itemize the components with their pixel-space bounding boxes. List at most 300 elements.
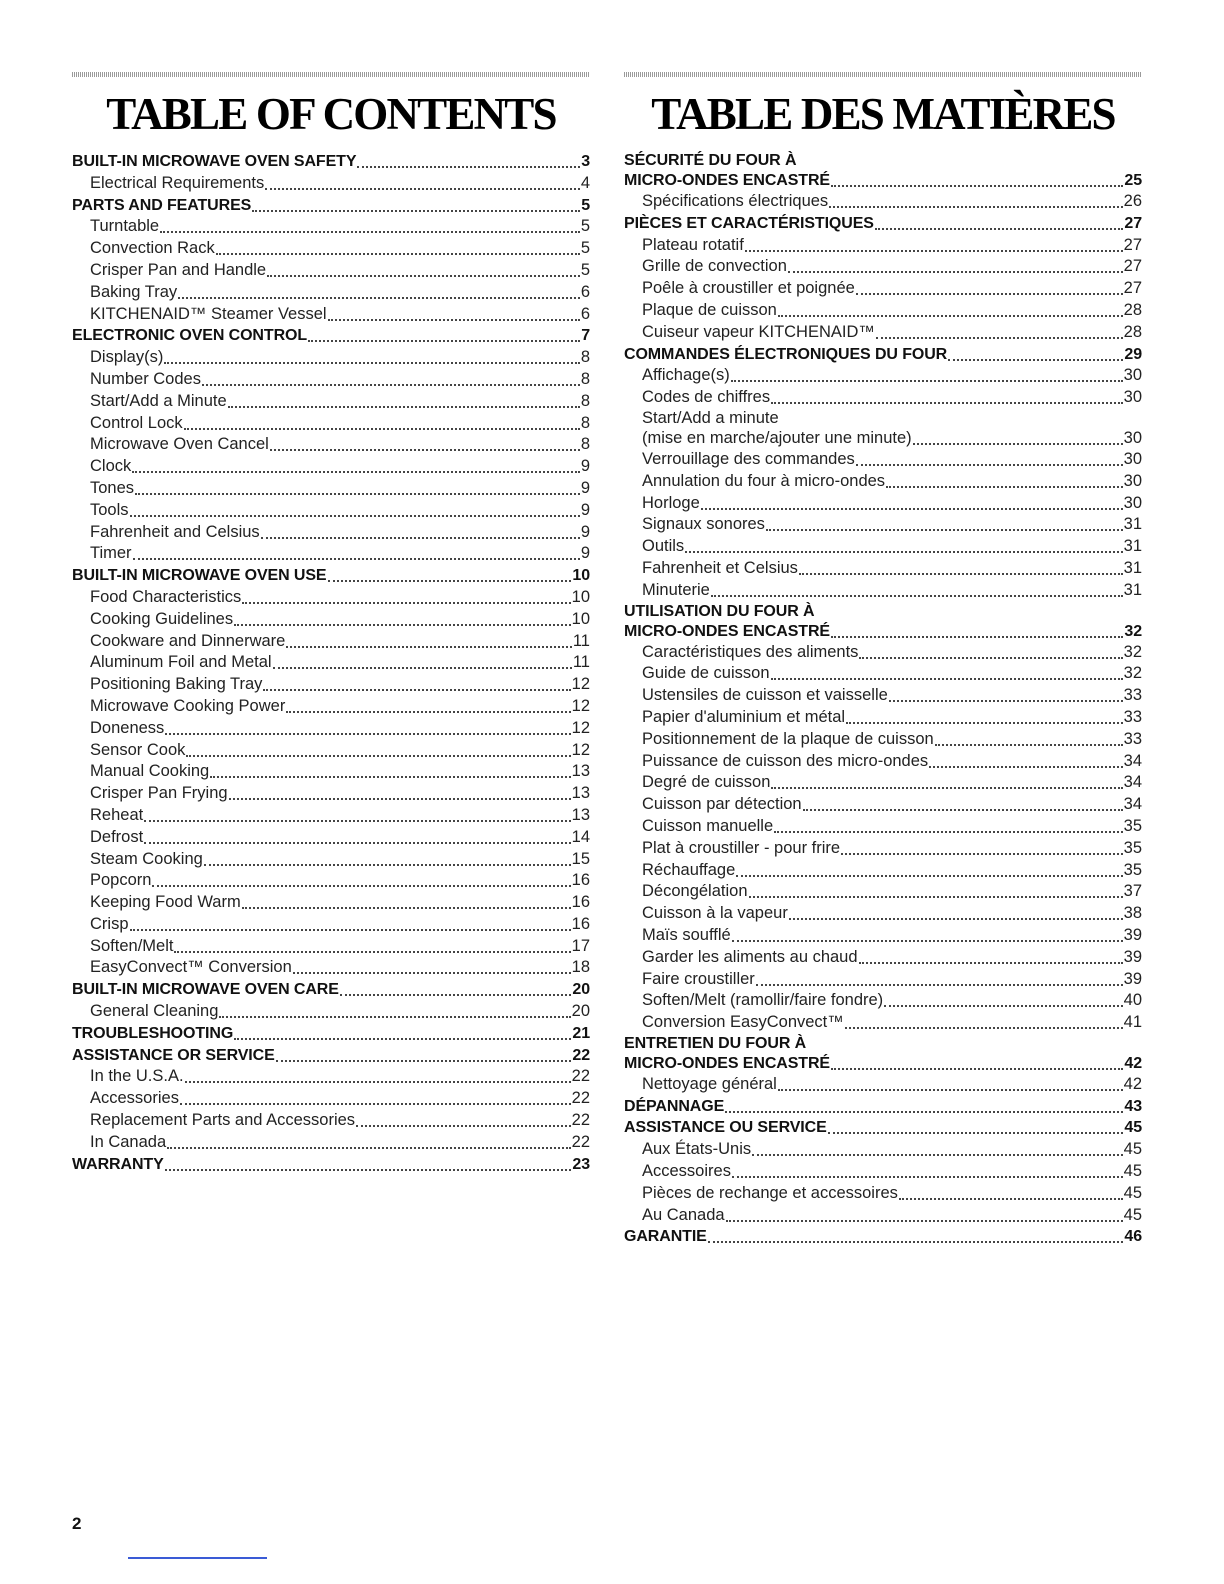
toc-entry-label: Nettoyage général	[642, 1074, 777, 1093]
toc-page-number: 29	[1124, 345, 1142, 363]
toc-subsection-entry[interactable]	[624, 191, 1142, 213]
toc-subsection-entry[interactable]	[624, 729, 1142, 751]
dot-leader	[261, 523, 580, 539]
dot-leader	[884, 991, 1122, 1007]
toc-page-number: 8	[580, 435, 590, 454]
toc-subsection-entry[interactable]	[72, 391, 590, 413]
toc-subsection-entry[interactable]	[624, 925, 1142, 947]
toc-page-number: 22	[571, 1132, 590, 1151]
dot-leader	[202, 370, 580, 386]
toc-entry-label: Sensor Cook	[90, 740, 186, 759]
toc-section-entry[interactable]	[624, 151, 1142, 191]
dot-leader	[267, 261, 580, 277]
toc-entry-label: Garder les aliments au chaud	[642, 947, 858, 966]
dot-leader	[356, 1111, 571, 1127]
toc-page-number: 5	[580, 260, 590, 279]
toc-page-number: 8	[580, 391, 590, 410]
dot-leader	[929, 752, 1122, 768]
toc-page-number: 45	[1124, 1119, 1142, 1137]
toc-subsection-entry[interactable]	[72, 587, 590, 609]
dot-leader	[328, 566, 572, 582]
dot-leader	[242, 588, 570, 604]
toc-subsection-entry[interactable]	[624, 685, 1142, 707]
toc-subsection-entry[interactable]	[72, 478, 590, 500]
toc-subsection-entry[interactable]	[72, 827, 590, 849]
toc-page-number: 12	[571, 675, 590, 694]
toc-entry-label: Conversion EasyConvect™	[642, 1013, 844, 1032]
toc-page-number: 9	[580, 522, 590, 541]
toc-page-number: 6	[580, 282, 590, 301]
dot-leader	[899, 1184, 1123, 1200]
toc-section-entry[interactable]	[72, 151, 590, 173]
toc-subsection-entry[interactable]	[624, 794, 1142, 816]
toc-subsection-entry[interactable]	[72, 870, 590, 892]
dot-leader	[752, 1140, 1123, 1156]
toc-page-number: 25	[1124, 172, 1142, 189]
toc-page-number: 5	[581, 196, 590, 214]
toc-subsection-entry[interactable]	[72, 849, 590, 871]
dot-leader	[799, 559, 1123, 575]
header-rule	[72, 72, 590, 77]
toc-page-number: 22	[571, 1067, 590, 1086]
toc-subsection-entry[interactable]	[624, 1012, 1142, 1034]
toc-entry-label: Décongélation	[642, 882, 748, 901]
dot-leader	[144, 806, 570, 822]
toc-entry-label: Replacement Parts and Accessories	[90, 1111, 356, 1130]
toc-subsection-entry[interactable]	[624, 947, 1142, 969]
toc-entry-label: Doneness	[90, 718, 165, 737]
toc-page-number: 39	[1123, 925, 1142, 944]
dot-leader	[789, 904, 1123, 920]
toc-entry-label: Cooking Guidelines	[90, 609, 234, 628]
dot-leader	[731, 366, 1123, 382]
dot-leader	[340, 980, 572, 996]
toc-subsection-entry[interactable]	[72, 609, 590, 631]
dot-leader	[135, 479, 580, 495]
toc-page-number: 11	[572, 653, 590, 672]
toc-entry-label: Cuisson par détection	[642, 795, 802, 814]
toc-entry-label: Steam Cooking	[90, 849, 203, 868]
toc-page-number: 32	[1123, 642, 1142, 661]
toc-entry-label: Defrost	[90, 827, 144, 846]
toc-page-number: 41	[1123, 1013, 1142, 1032]
toc-entry-label: BUILT-IN MICROWAVE OVEN SAFETY	[72, 153, 357, 170]
toc-subsection-entry[interactable]	[624, 772, 1142, 794]
toc-entry-label: Accessoires	[642, 1162, 731, 1181]
toc-page-number: 45	[1123, 1183, 1142, 1202]
toc-entry-label: WARRANTY	[72, 1155, 164, 1173]
toc-subsection-entry[interactable]	[72, 783, 590, 805]
toc-subsection-entry[interactable]	[72, 718, 590, 740]
toc-entry-label: Maïs soufflé	[642, 925, 731, 944]
toc-entry-label: DÉPANNAGE	[624, 1097, 725, 1115]
toc-entry-label: Baking Tray	[90, 282, 178, 301]
toc-subsection-entry[interactable]	[72, 696, 590, 718]
dot-leader	[210, 762, 570, 778]
toc-subsection-entry[interactable]	[624, 409, 1142, 449]
dot-leader	[708, 1227, 1124, 1243]
toc-subsection-entry[interactable]	[72, 522, 590, 544]
toc-page-number: 33	[1123, 686, 1142, 705]
header-rule	[624, 72, 1142, 77]
toc-entry-label: Spécifications électriques	[642, 192, 829, 210]
toc-page-number: 10	[572, 567, 590, 585]
toc-entry-label: In the U.S.A.	[90, 1067, 184, 1086]
dot-leader	[174, 937, 570, 953]
toc-page-number: 5	[580, 217, 590, 236]
toc-subsection-entry[interactable]	[72, 892, 590, 914]
toc-entry-label: Tools	[90, 500, 129, 519]
dot-leader	[859, 948, 1123, 964]
toc-entry-label: Cuiseur vapeur KITCHENAID™	[642, 322, 875, 341]
toc-entry-label: Timer	[90, 544, 132, 563]
toc-subsection-entry[interactable]	[624, 969, 1142, 991]
dot-leader	[184, 414, 580, 430]
toc-subsection-entry[interactable]	[624, 707, 1142, 729]
dot-leader	[180, 1089, 571, 1105]
toc-entry-label: Crisper Pan Frying	[90, 784, 228, 803]
toc-subsection-entry[interactable]	[72, 761, 590, 783]
toc-subsection-entry[interactable]	[624, 1161, 1142, 1183]
dot-leader	[286, 697, 570, 713]
toc-section-entry[interactable]	[624, 1034, 1142, 1074]
toc-subsection-entry[interactable]	[624, 838, 1142, 860]
toc-subsection-entry[interactable]	[624, 493, 1142, 515]
toc-subsection-entry[interactable]	[72, 369, 590, 391]
dot-leader	[841, 839, 1123, 855]
toc-entry-label: Display(s)	[90, 348, 164, 367]
toc-entry-label: Electrical Requirements	[90, 173, 265, 192]
toc-page-number: 6	[580, 304, 590, 323]
toc-subsection-entry[interactable]	[72, 456, 590, 478]
toc-page-number: 35	[1123, 838, 1142, 857]
dot-leader	[186, 741, 570, 757]
toc-entry-label-line1: ENTRETIEN DU FOUR À	[624, 1034, 807, 1052]
dot-leader	[788, 257, 1123, 273]
toc-subsection-entry[interactable]	[72, 652, 590, 674]
toc-subsection-entry[interactable]	[624, 558, 1142, 580]
toc-subsection-entry[interactable]	[72, 260, 590, 282]
toc-page-number: 18	[571, 958, 590, 977]
toc-section-entry[interactable]	[624, 213, 1142, 235]
toc-subsection-entry[interactable]	[72, 413, 590, 435]
dot-leader	[219, 1002, 570, 1018]
toc-subsection-entry[interactable]	[624, 256, 1142, 278]
toc-entry-label: Puissance de cuisson des micro-ondes	[642, 751, 929, 770]
toc-page-number: 30	[1123, 428, 1142, 447]
toc-page-number: 35	[1123, 860, 1142, 879]
dot-leader	[265, 174, 580, 190]
toc-page-number: 32	[1124, 622, 1142, 640]
toc-page-number: 20	[571, 1002, 590, 1021]
toc-entry-label: Caractéristiques des aliments	[642, 642, 859, 661]
dot-leader	[160, 217, 580, 233]
toc-page-number: 3	[581, 153, 590, 170]
toc-list	[72, 151, 590, 1175]
toc-subsection-entry[interactable]	[624, 642, 1142, 664]
dot-leader	[204, 850, 571, 866]
dot-leader	[845, 1013, 1123, 1029]
toc-subsection-entry[interactable]	[624, 235, 1142, 257]
toc-entry-label: Ustensiles de cuisson et vaisselle	[642, 686, 888, 705]
toc-entry-label: Crisper Pan and Handle	[90, 260, 267, 279]
toc-subsection-entry[interactable]	[624, 1139, 1142, 1161]
toc-page-number: 42	[1124, 1054, 1142, 1072]
toc-subsection-entry[interactable]	[72, 936, 590, 958]
toc-section-entry[interactable]	[72, 565, 590, 587]
toc-entry-label: Microwave Cooking Power	[90, 696, 286, 715]
toc-subsection-entry[interactable]	[72, 914, 590, 936]
toc-page-number: 5	[580, 239, 590, 258]
dot-leader	[270, 435, 580, 451]
toc-page-number: 45	[1123, 1140, 1142, 1159]
toc-subsection-entry[interactable]	[624, 903, 1142, 925]
toc-entry-label: Affichage(s)	[642, 366, 730, 385]
dot-leader	[685, 537, 1122, 553]
toc-section-entry[interactable]	[72, 1023, 590, 1045]
toc-page-number: 30	[1123, 471, 1142, 490]
toc-subsection-entry[interactable]	[624, 1183, 1142, 1205]
toc-entry-label-line1: UTILISATION DU FOUR À	[624, 602, 815, 620]
toc-page-number: 16	[571, 871, 590, 890]
dot-leader	[164, 348, 579, 364]
toc-page-number: 39	[1123, 947, 1142, 966]
dot-leader	[132, 457, 580, 473]
toc-entry-label: Horloge	[642, 493, 700, 512]
toc-page-number: 27	[1123, 257, 1142, 276]
toc-subsection-entry[interactable]	[72, 957, 590, 979]
toc-entry-label: Clock	[90, 457, 132, 476]
toc-page-number: 11	[572, 631, 590, 650]
toc-entry-label: TROUBLESHOOTING	[72, 1024, 234, 1042]
toc-entry-label: Annulation du four à micro-ondes	[642, 471, 886, 490]
toc-entry-label: Number Codes	[90, 369, 201, 388]
toc-entry-label: Microwave Oven Cancel	[90, 435, 269, 454]
toc-entry-label: Verrouillage des commandes	[642, 449, 855, 468]
toc-entry-label: In Canada	[90, 1132, 167, 1151]
dot-leader	[828, 1118, 1124, 1134]
toc-page-number: 45	[1123, 1162, 1142, 1181]
dot-leader	[273, 653, 572, 669]
toc-page-number: 12	[571, 740, 590, 759]
dot-leader	[856, 279, 1123, 295]
toc-entry-label: Fahrenheit et Celsius	[642, 558, 798, 577]
toc-entry-label: PARTS AND FEATURES	[72, 196, 252, 214]
dot-leader	[778, 1075, 1123, 1091]
toc-section-entry[interactable]	[72, 325, 590, 347]
toc-entry-label: Soften/Melt (ramollir/faire fondre)	[642, 991, 884, 1010]
toc-page-number: 9	[580, 544, 590, 563]
toc-section-entry[interactable]	[624, 344, 1142, 366]
toc-subsection-entry[interactable]	[72, 543, 590, 565]
toc-entry-label: Papier d'aluminium et métal	[642, 707, 846, 726]
toc-page-number: 31	[1123, 558, 1142, 577]
toc-section-entry[interactable]	[72, 1045, 590, 1067]
toc-subsection-entry[interactable]	[624, 322, 1142, 344]
toc-subsection-entry[interactable]	[72, 304, 590, 326]
toc-page-number: 31	[1123, 537, 1142, 556]
toc-entry-label: Positionnement de la plaque de cuisson	[642, 729, 934, 748]
toc-page-number: 28	[1123, 300, 1142, 319]
toc-subsection-entry[interactable]	[624, 278, 1142, 300]
toc-page-number: 39	[1123, 969, 1142, 988]
toc-page-number: 10	[571, 609, 590, 628]
toc-entry-label: Accessories	[90, 1089, 179, 1108]
toc-section-entry[interactable]	[624, 1226, 1142, 1248]
toc-entry-label-line1: SÉCURITÉ DU FOUR À	[624, 152, 797, 169]
toc-entry-label: GARANTIE	[624, 1228, 707, 1246]
dot-leader	[771, 388, 1123, 404]
toc-entry-label: BUILT-IN MICROWAVE OVEN CARE	[72, 981, 339, 999]
toc-subsection-entry[interactable]	[72, 238, 590, 260]
toc-page-number: 33	[1123, 707, 1142, 726]
toc-subsection-entry[interactable]	[72, 674, 590, 696]
dot-leader	[328, 305, 580, 321]
toc-subsection-entry[interactable]	[624, 536, 1142, 558]
toc-entry-label: Food Characteristics	[90, 587, 242, 606]
dot-leader	[130, 501, 580, 517]
toc-subsection-entry[interactable]	[624, 300, 1142, 322]
dot-leader	[726, 1206, 1123, 1222]
toc-page-number: 30	[1123, 388, 1142, 407]
toc-subsection-entry[interactable]	[624, 387, 1142, 409]
toc-page-number: 26	[1123, 192, 1142, 210]
toc-entry-label: Positioning Baking Tray	[90, 675, 263, 694]
toc-subsection-entry[interactable]	[72, 500, 590, 522]
toc-subsection-entry[interactable]	[624, 860, 1142, 882]
dot-leader	[771, 773, 1122, 789]
toc-subsection-entry[interactable]	[624, 751, 1142, 773]
toc-entry-label: Minuterie	[642, 580, 710, 599]
toc-subsection-entry[interactable]	[624, 514, 1142, 536]
toc-entry-label: Fahrenheit and Celsius	[90, 522, 260, 541]
toc-subsection-entry[interactable]	[72, 1088, 590, 1110]
dot-leader	[234, 1024, 571, 1040]
dot-leader	[846, 708, 1123, 724]
toc-page-number: 28	[1123, 322, 1142, 341]
dot-leader	[889, 686, 1123, 702]
toc-entry-label: Outils	[642, 537, 685, 556]
dot-leader	[185, 1067, 571, 1083]
toc-page-number: 23	[572, 1155, 590, 1173]
dot-leader	[263, 675, 570, 691]
toc-entry-label: Reheat	[90, 805, 144, 824]
toc-page-number: 10	[571, 587, 590, 606]
toc-entry-label: Soften/Melt	[90, 936, 174, 955]
dot-leader	[886, 472, 1123, 488]
toc-subsection-entry[interactable]	[72, 1110, 590, 1132]
toc-page-number: 22	[571, 1089, 590, 1108]
toc-page-number: 38	[1123, 904, 1142, 923]
toc-page-number: 27	[1123, 279, 1142, 298]
toc-page-number: 31	[1123, 580, 1142, 599]
toc-entry-label: Pièces de rechange et accessoires	[642, 1183, 898, 1202]
dot-leader	[130, 915, 571, 931]
toc-page-number: 42	[1123, 1074, 1142, 1093]
toc-subsection-entry[interactable]	[624, 471, 1142, 493]
dot-leader	[229, 784, 571, 800]
toc-entry-label: Réchauffage	[642, 860, 736, 879]
toc-entry-label: Keeping Food Warm	[90, 893, 241, 912]
toc-subsection-entry[interactable]	[72, 216, 590, 238]
toc-page-number: 9	[580, 457, 590, 476]
toc-entry-label: Tones	[90, 478, 135, 497]
page-title-french: TABLE DES MATIÈRES	[651, 89, 1115, 139]
toc-section-entry[interactable]	[72, 979, 590, 1001]
toc-subsection-entry[interactable]	[624, 580, 1142, 602]
toc-section-entry[interactable]	[624, 602, 1142, 642]
toc-page-number: 8	[580, 348, 590, 367]
toc-section-entry[interactable]	[624, 1117, 1142, 1139]
toc-section-entry[interactable]	[72, 195, 590, 217]
toc-page-number: 4	[580, 173, 590, 192]
toc-subsection-entry[interactable]	[72, 1132, 590, 1154]
toc-section-entry[interactable]	[624, 1096, 1142, 1118]
toc-entry-label: MICRO-ONDES ENCASTRÉ	[624, 172, 831, 189]
dot-leader	[736, 861, 1122, 877]
dot-leader	[228, 392, 580, 408]
toc-subsection-entry[interactable]	[72, 1001, 590, 1023]
dot-leader	[165, 1155, 572, 1171]
dot-leader	[216, 239, 580, 255]
toc-page-number: 37	[1123, 882, 1142, 901]
toc-page-number: 27	[1123, 235, 1142, 254]
footer-link-line	[128, 1557, 267, 1559]
dot-leader	[803, 795, 1123, 811]
toc-subsection-entry[interactable]	[72, 740, 590, 762]
toc-subsection-entry[interactable]	[72, 173, 590, 195]
toc-subsection-entry[interactable]	[624, 881, 1142, 903]
toc-entry-label: ASSISTANCE OR SERVICE	[72, 1046, 275, 1064]
toc-entry-label: EasyConvect™ Conversion	[90, 958, 292, 977]
toc-subsection-entry[interactable]	[624, 1205, 1142, 1227]
dot-leader	[913, 429, 1123, 445]
toc-subsection-entry[interactable]	[72, 347, 590, 369]
toc-entry-label: Grille de convection	[642, 257, 787, 276]
toc-subsection-entry[interactable]	[624, 449, 1142, 471]
dot-leader	[286, 632, 572, 648]
toc-entry-label: Cuisson manuelle	[642, 816, 774, 835]
toc-subsection-entry[interactable]	[72, 805, 590, 827]
english-column	[72, 72, 590, 1175]
dot-leader	[935, 730, 1123, 746]
toc-entry-label: Start/Add a Minute	[90, 391, 227, 410]
dot-leader	[242, 893, 571, 909]
toc-subsection-entry[interactable]	[72, 1066, 590, 1088]
toc-subsection-entry[interactable]	[72, 434, 590, 456]
toc-subsection-entry[interactable]	[624, 663, 1142, 685]
toc-subsection-entry[interactable]	[72, 631, 590, 653]
dot-leader	[144, 828, 570, 844]
dot-leader	[831, 622, 1123, 638]
toc-subsection-entry[interactable]	[624, 365, 1142, 387]
dot-leader	[875, 214, 1124, 230]
dot-leader	[252, 196, 580, 212]
toc-subsection-entry[interactable]	[72, 282, 590, 304]
toc-subsection-entry[interactable]	[624, 816, 1142, 838]
toc-page-number: 13	[571, 805, 590, 824]
toc-entry-label: Manual Cooking	[90, 762, 210, 781]
dot-leader	[293, 958, 571, 974]
dot-leader	[831, 1054, 1123, 1070]
toc-page-number: 12	[571, 718, 590, 737]
dot-leader	[749, 882, 1123, 898]
toc-subsection-entry[interactable]	[624, 990, 1142, 1012]
toc-section-entry[interactable]	[72, 1154, 590, 1176]
dot-leader	[308, 326, 580, 342]
toc-subsection-entry[interactable]	[624, 1074, 1142, 1096]
dot-leader	[756, 970, 1123, 986]
